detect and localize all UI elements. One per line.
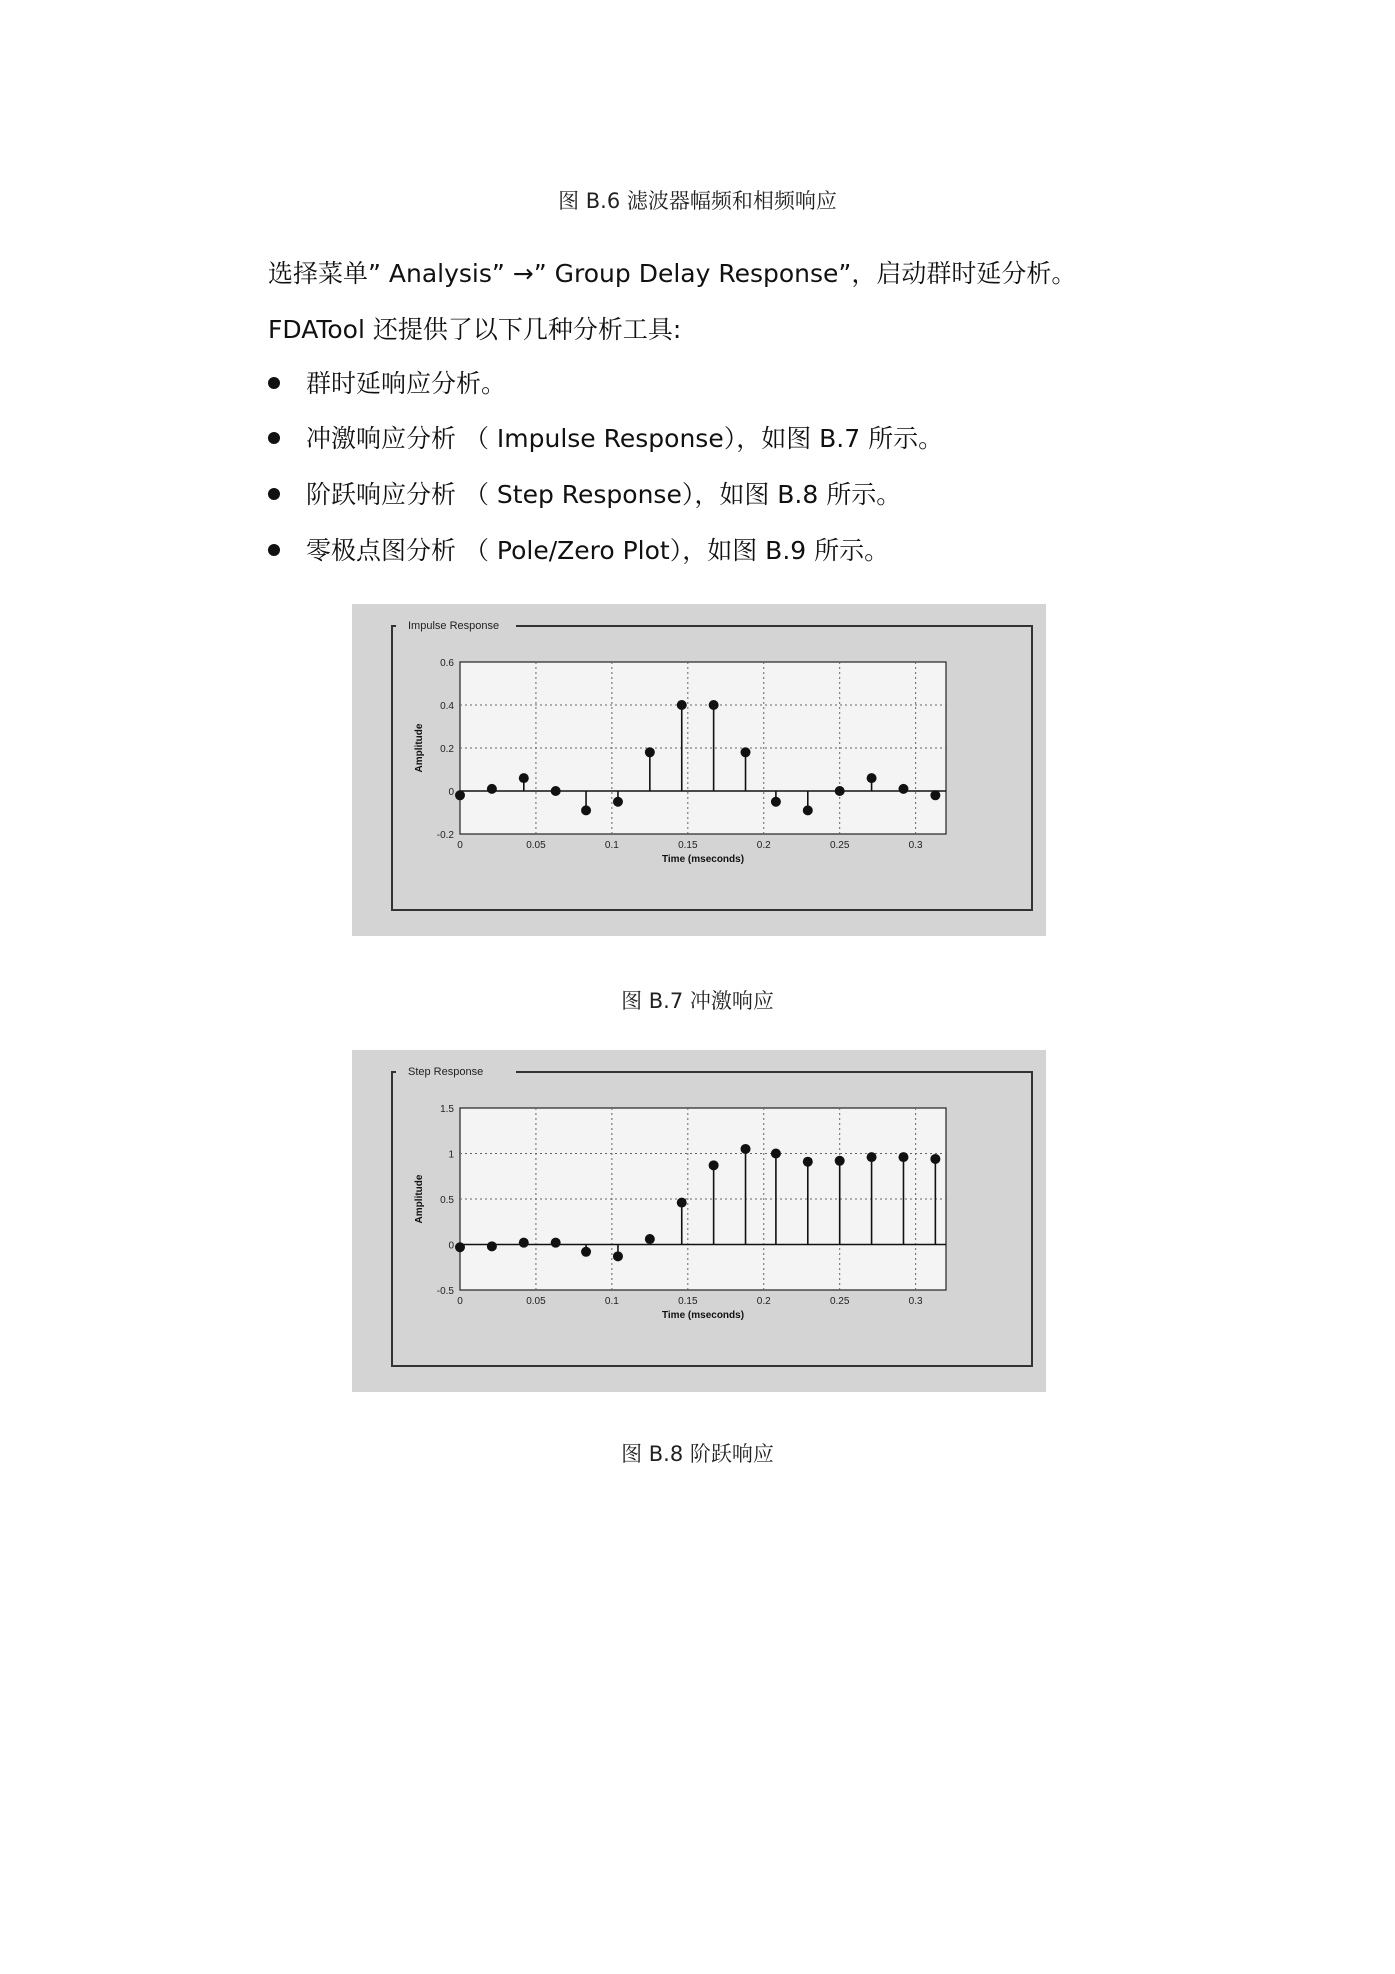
step-response-chart bbox=[352, 1050, 1046, 1392]
x-axis-label: Time (mseconds) bbox=[661, 1310, 745, 1321]
stem-marker bbox=[803, 805, 813, 815]
figure-caption-b6: 图 B.6 滤波器幅频和相频响应 bbox=[558, 189, 837, 213]
stem-marker bbox=[867, 1152, 877, 1162]
figure-caption-b7: 图 B.7 冲激响应 bbox=[621, 989, 774, 1013]
stem-marker bbox=[455, 1242, 465, 1252]
bullet-dot-icon bbox=[268, 432, 280, 444]
chart-title: Step Response bbox=[408, 1066, 484, 1078]
stem-marker bbox=[867, 773, 877, 783]
stem-marker bbox=[835, 786, 845, 796]
stem-marker bbox=[551, 1238, 561, 1248]
bullet-text: 群时延响应分析。 bbox=[306, 369, 507, 398]
stem-marker bbox=[709, 1160, 719, 1170]
x-tick-label: 0.2 bbox=[756, 840, 771, 851]
x-tick-label: 0.25 bbox=[829, 1296, 850, 1307]
y-tick-label: -0.2 bbox=[436, 830, 454, 841]
bullet-text: 阶跃响应分析 （ Step Response），如图 B.8 所示。 bbox=[306, 480, 902, 509]
stem-marker bbox=[741, 747, 751, 757]
x-tick-label: 0.15 bbox=[678, 1296, 698, 1307]
bullet-dot-icon bbox=[268, 488, 280, 500]
stem-marker bbox=[645, 747, 655, 757]
stem-marker bbox=[930, 790, 940, 800]
tools-intro-paragraph: FDATool 还提供了以下几种分析工具: bbox=[268, 315, 682, 344]
stem-marker bbox=[677, 1198, 687, 1208]
stem-marker bbox=[898, 784, 908, 794]
stem-marker bbox=[930, 1154, 940, 1164]
y-tick-label: 1 bbox=[448, 1149, 454, 1161]
x-tick-label: 0.15 bbox=[678, 840, 698, 851]
bullet-text: 零极点图分析 （ Pole/Zero Plot），如图 B.9 所示。 bbox=[306, 536, 890, 565]
bullet-item bbox=[268, 364, 506, 400]
impulse-response-figure bbox=[352, 604, 1046, 936]
x-tick-label: 0 bbox=[457, 840, 463, 851]
bullet-item bbox=[268, 475, 901, 511]
stem-marker bbox=[581, 805, 591, 815]
stem-marker bbox=[581, 1247, 591, 1257]
bullet-item bbox=[268, 419, 943, 455]
y-tick-label: 0.4 bbox=[440, 701, 454, 712]
y-axis-label: Amplitude bbox=[414, 1174, 425, 1224]
y-tick-label: 0.6 bbox=[440, 658, 454, 669]
stem-marker bbox=[803, 1157, 813, 1167]
stem-marker bbox=[519, 1238, 529, 1248]
bullet-item bbox=[268, 531, 889, 567]
y-tick-label: 1.5 bbox=[440, 1104, 454, 1115]
x-tick-label: 0.1 bbox=[604, 1296, 619, 1307]
chart-title: Impulse Response bbox=[408, 620, 500, 632]
stem-marker bbox=[898, 1152, 908, 1162]
stem-marker bbox=[709, 700, 719, 710]
stem-marker bbox=[741, 1144, 751, 1154]
plot-area bbox=[460, 1108, 946, 1290]
bullet-dot-icon bbox=[268, 377, 280, 389]
y-tick-label: 0.2 bbox=[440, 744, 454, 755]
stem-marker bbox=[613, 797, 623, 807]
stem-marker bbox=[771, 797, 781, 807]
y-tick-label: -0.5 bbox=[436, 1286, 454, 1297]
bullet-dot-icon bbox=[268, 544, 280, 556]
impulse-response-chart bbox=[352, 604, 1046, 936]
step-response-figure bbox=[352, 1050, 1046, 1392]
stem-marker bbox=[519, 773, 529, 783]
x-tick-label: 0.05 bbox=[526, 1296, 546, 1307]
x-tick-label: 0.25 bbox=[829, 840, 850, 851]
stem-marker bbox=[835, 1156, 845, 1166]
stem-marker bbox=[455, 790, 465, 800]
x-axis-label: Time (mseconds) bbox=[661, 854, 745, 865]
stem-marker bbox=[551, 786, 561, 796]
stem-marker bbox=[487, 784, 497, 794]
y-axis-label: Amplitude bbox=[414, 723, 425, 773]
stem-marker bbox=[771, 1149, 781, 1159]
y-tick-label: 0.5 bbox=[440, 1195, 454, 1206]
stem-marker bbox=[677, 700, 687, 710]
x-tick-label: 0 bbox=[457, 1296, 463, 1307]
x-tick-label: 0.3 bbox=[908, 1296, 923, 1307]
x-tick-label: 0.3 bbox=[908, 840, 923, 851]
bullet-text: 冲激响应分析 （ Impulse Response），如图 B.7 所示。 bbox=[306, 424, 944, 453]
y-tick-label: 0 bbox=[448, 787, 454, 798]
plot-area bbox=[460, 662, 946, 834]
x-tick-label: 0.1 bbox=[604, 840, 619, 851]
stem-marker bbox=[487, 1241, 497, 1251]
stem-marker bbox=[645, 1234, 655, 1244]
menu-instruction-paragraph: 选择菜单” Analysis” →” Group Delay Response”，启动群时延分析。 bbox=[268, 259, 1077, 288]
x-tick-label: 0.05 bbox=[526, 840, 546, 851]
stem-marker bbox=[613, 1251, 623, 1261]
figure-caption-b8: 图 B.8 阶跃响应 bbox=[621, 1442, 774, 1466]
y-tick-label: 0 bbox=[448, 1240, 454, 1252]
x-tick-label: 0.2 bbox=[756, 1296, 771, 1307]
